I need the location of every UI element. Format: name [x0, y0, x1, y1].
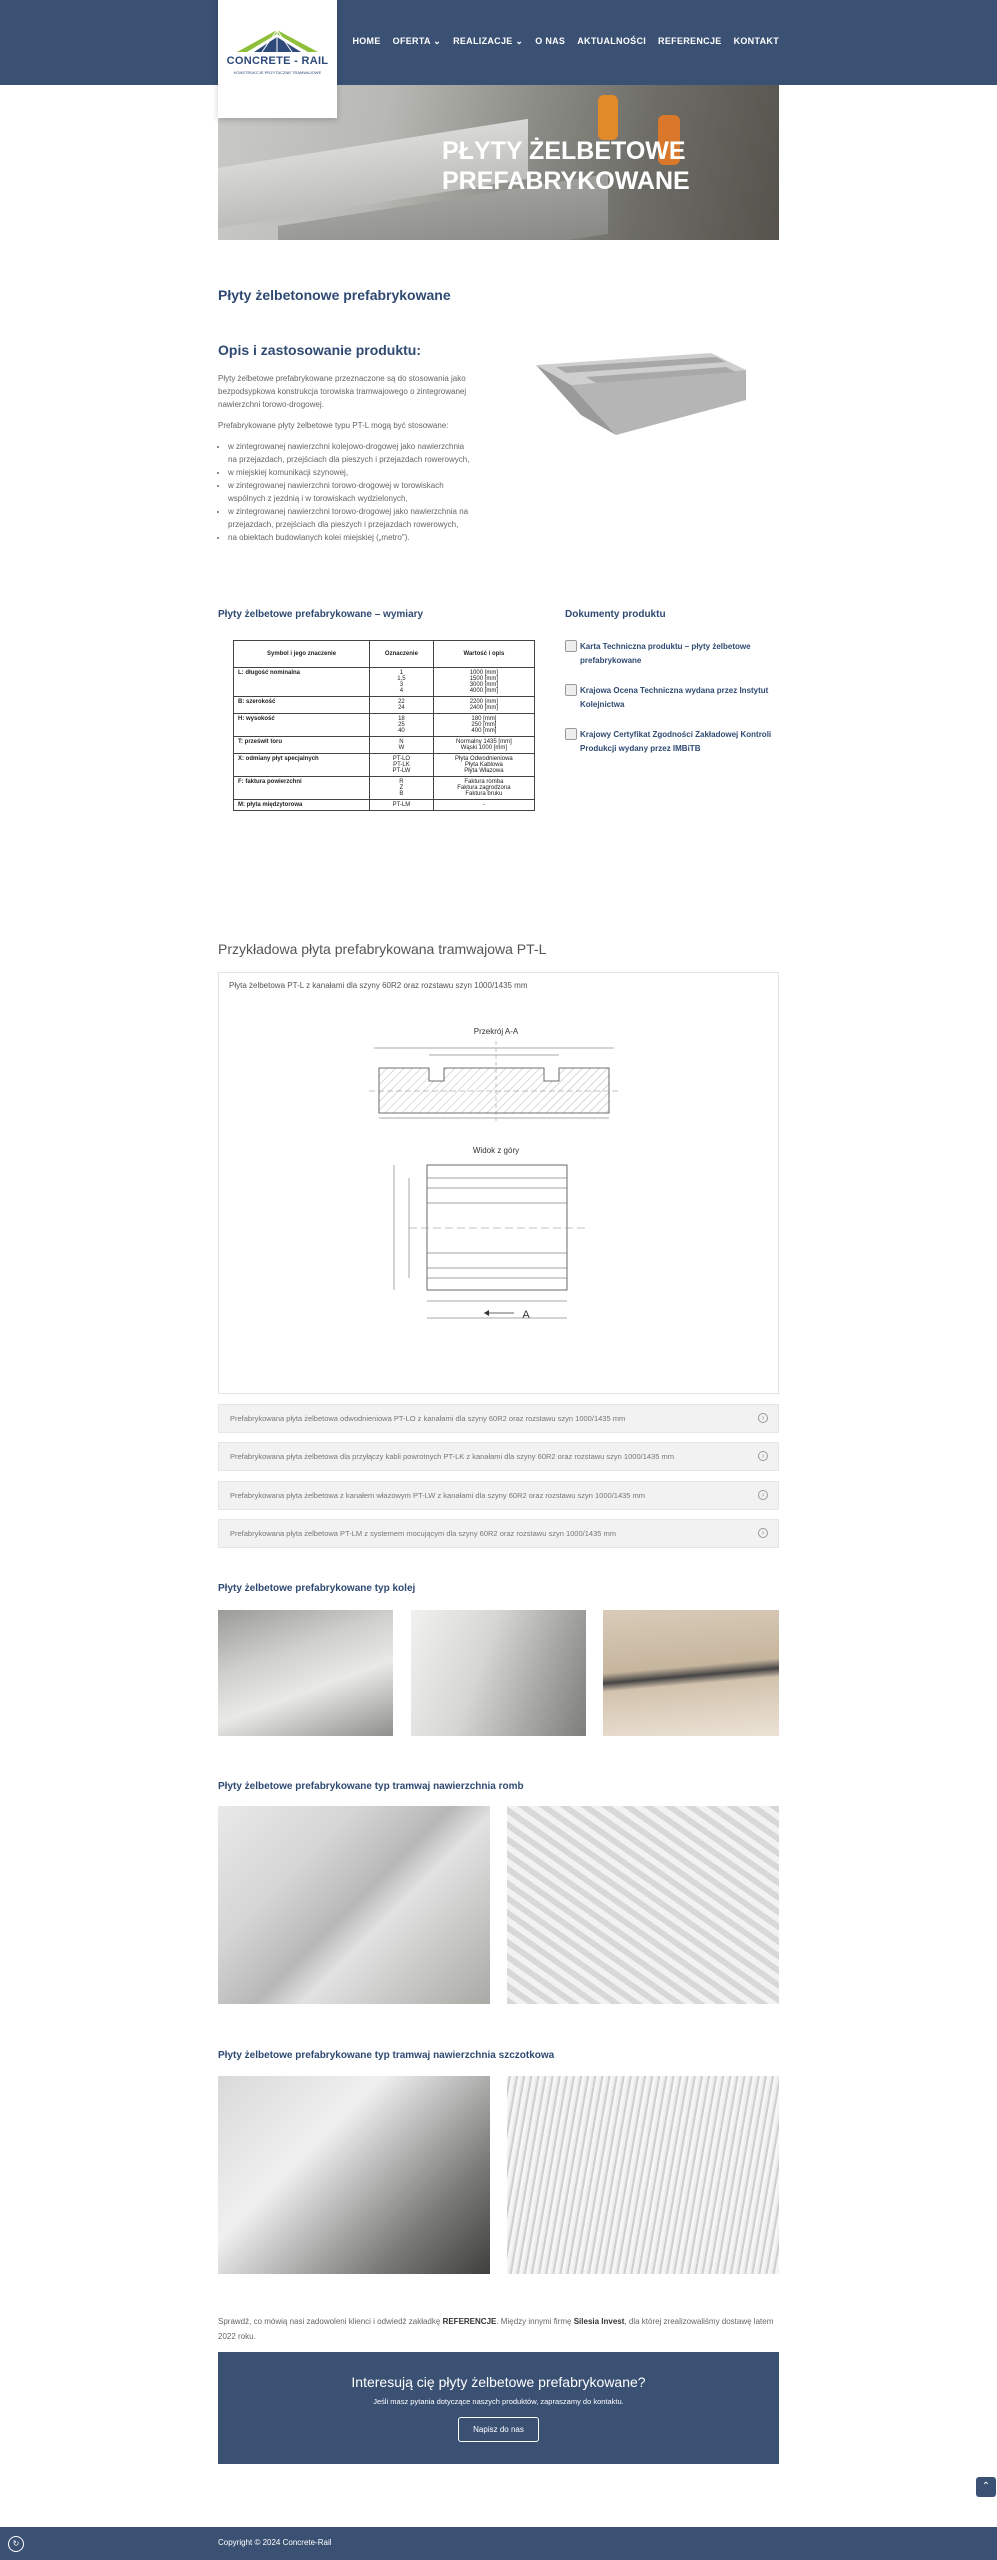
table-row	[234, 714, 535, 737]
table-cell: 22 24	[370, 697, 434, 714]
list-item: • na obiektach budowlanych kolei miejskiej („metro").	[228, 531, 473, 544]
section-label: Przekrój A-A	[473, 1027, 519, 1036]
opis-heading: Opis i zastosowanie produktu:	[218, 342, 422, 358]
table-cell: PT-LO PT-LK PT-LW	[370, 754, 434, 777]
closing-text: , dla której zrealizowaliśmy dostawę latem 2022 roku.	[218, 2317, 774, 2341]
table-cell: L: długość nominalna	[234, 668, 370, 697]
table-cell: 2200 [mm] 2400 [mm]	[433, 697, 534, 714]
table-header-row	[234, 641, 535, 668]
main-nav	[352, 36, 779, 47]
cta-subtitle: Jeśli masz pytania dotyczące naszych produktów, zapraszamy do kontaktu.	[373, 2397, 624, 2406]
dimensions-heading: Płyty żelbetowe prefabrykowane – wymiary	[218, 609, 424, 620]
nav-item-referencje[interactable]: REFERENCJE	[658, 36, 722, 46]
table-cell: 18 25 40	[370, 714, 434, 737]
top-view-label: Widok z góry	[472, 1146, 520, 1155]
documents-heading: Dokumenty produktu	[565, 609, 666, 620]
nav-item-realizacje[interactable]: REALIZACJE ⌄	[453, 36, 524, 46]
gallery-photo[interactable]	[507, 2076, 779, 2274]
copyright: Copyright © 2024 Concrete-Rail	[218, 2538, 332, 2547]
hero-photo-worker	[598, 95, 618, 140]
table-row	[234, 754, 535, 777]
gallery-photo[interactable]	[218, 2076, 490, 2274]
expand-icon: ›	[758, 1413, 768, 1423]
document-icon	[565, 728, 577, 740]
table-cell: N W	[370, 737, 434, 754]
recaptcha-icon[interactable]: ↻	[8, 2536, 24, 2552]
table-row	[234, 777, 535, 800]
logo-tagline: KONSTRUKCJE PRZYTACZNE TRAMWAJOWE	[233, 70, 322, 75]
accordion-item[interactable]	[218, 1481, 779, 1510]
column-header: Symbol i jego znaczenie	[234, 641, 370, 668]
document-link-label: Krajowa Ocena Techniczna wydana przez Instytut Kolejnictwa	[580, 686, 769, 709]
hero-title: PŁYTY ŻELBETOWE PREFABRYKOWANE	[442, 137, 690, 195]
technical-drawing	[218, 972, 779, 1394]
table-cell: B: szerokość	[234, 697, 370, 714]
product-image	[526, 345, 746, 435]
drawing-caption: Płyta żelbetowa PT-L z kanałami dla szyny 60R2 oraz rozstawu szyn 1000/1435 mm	[229, 981, 528, 990]
list-item: • w zintegrowanej nawierzchni torowo-drogowej jako nawierzchnia na przejazdach, przejściach dla pieszych i przejazdach rowerowych,	[228, 505, 473, 531]
document-link[interactable]	[565, 640, 780, 668]
table-row	[234, 737, 535, 754]
list-item: • w zintegrowanej nawierzchni torowo-drogowej w torowiskach wspólnych z jezdnią i w torowiskach wydzielonych,	[228, 479, 473, 505]
list-item: • w miejskiej komunikacji szynowej,	[228, 466, 473, 479]
opis-paragraph: Prefabrykowane płyty żelbetowe typu PT-L mogą być stosowane:	[218, 421, 449, 430]
nav-item-kontakt[interactable]: KONTAKT	[733, 36, 779, 46]
gallery-photo[interactable]	[218, 1610, 393, 1736]
table-cell: PT-LM	[370, 800, 434, 811]
closing-paragraph	[218, 2314, 779, 2344]
accordion-label: Prefabrykowana płyta żelbetowa PT-LM z systemem mocującym dla szyny 60R2 oraz rozstawu szyn 1000/1435 mm	[230, 1529, 616, 1538]
nav-item-oferta[interactable]: OFERTA ⌄	[392, 36, 442, 46]
contact-button[interactable]: Napisz do nas	[458, 2417, 539, 2442]
table-row	[234, 800, 535, 811]
list-item: • w zintegrowanej nawierzchni kolejowo-drogowej jako nawierzchnia na przejazdach, przejściach dla pieszych i przejazdach rowerowych,	[228, 440, 473, 466]
nav-item-home[interactable]: HOME	[352, 36, 381, 46]
table-cell: H: wysokość	[234, 714, 370, 737]
usage-list	[218, 440, 473, 544]
table-cell: F: faktura powierzchni	[234, 777, 370, 800]
site-footer	[0, 2527, 997, 2560]
logo-mark-icon	[232, 28, 323, 54]
gallery-photo[interactable]	[507, 1806, 779, 2004]
table-row	[234, 697, 535, 714]
accordion-label: Prefabrykowana płyta żelbetowa dla przyłączy kabli powrotnych PT-LK z kanałami dla szyny 60R2 oraz rozstawu szyn 1000/1435 mm	[230, 1452, 674, 1461]
document-link-label: Karta Techniczna produktu – płyty żelbetowe prefabrykowane	[580, 642, 751, 665]
document-link[interactable]	[565, 728, 780, 756]
column-header: Wartość i opis	[433, 641, 534, 668]
document-link[interactable]	[565, 684, 780, 712]
scroll-to-top-button[interactable]	[976, 2477, 996, 2497]
logo[interactable]	[218, 0, 337, 118]
gallery-heading: Płyty żelbetowe prefabrykowane typ tramwaj nawierzchnia romb	[218, 1781, 524, 1792]
company-name: Silesia Invest	[573, 2317, 625, 2326]
technical-drawing-graphic	[219, 973, 780, 1395]
opis-text	[218, 372, 473, 544]
gallery-heading: Płyty żelbetowe prefabrykowane typ kolej	[218, 1583, 416, 1594]
page-title: Płyty żelbetonowe prefabrykowane	[218, 287, 451, 303]
column-header: Oznaczenie	[370, 641, 434, 668]
referencje-link[interactable]: REFERENCJE	[442, 2317, 497, 2326]
example-heading: Przykładowa płyta prefabrykowana tramwajowa PT-L	[218, 941, 547, 957]
accordion-item[interactable]	[218, 1519, 779, 1548]
nav-item-aktualnosci[interactable]: AKTUALNOŚCI	[577, 36, 647, 46]
expand-icon: ›	[758, 1490, 768, 1500]
nav-item-o-nas[interactable]: O NAS	[535, 36, 566, 46]
site-header	[0, 0, 997, 85]
document-icon	[565, 640, 577, 652]
table-cell: 1 1,5 3 4	[370, 668, 434, 697]
opis-paragraph: Płyty żelbetowe prefabrykowane przeznaczone są do stosowania jako bezpodsypkowa konstrukcja torowiska tramwajowego o zintegrowanej nawierzchni torowo-drogowej.	[218, 374, 467, 409]
accordion-label: Prefabrykowana płyta żelbetowa odwodnieniowa PT-LO z kanałami dla szyny 60R2 oraz rozstawu szyn 1000/1435 mm	[230, 1414, 626, 1423]
gallery-photo[interactable]	[603, 1610, 779, 1736]
document-icon	[565, 684, 577, 696]
documents-list	[565, 640, 780, 772]
logo-text: CONCRETE - RAIL	[226, 55, 329, 67]
contact-cta	[218, 2352, 779, 2464]
table-row	[234, 668, 535, 697]
expand-icon: ›	[758, 1528, 768, 1538]
table-cell: 1000 [mm] 1500 [mm] 3000 [mm] 4000 [mm]	[433, 668, 534, 697]
gallery-photo[interactable]	[411, 1610, 586, 1736]
chevron-up-icon: ⌃	[981, 2481, 991, 2492]
gallery-heading: Płyty żelbetowe prefabrykowane typ tramwaj nawierzchnia szczotkowa	[218, 2050, 555, 2061]
document-link-label: Krajowy Certyfikat Zgodności Zakładowej Kontroli Produkcji wydany przez IMBiTB	[580, 730, 772, 753]
table-cell: Normalny 1435 [mm] Wąski 1000 [mm]	[433, 737, 534, 754]
table-cell: -	[433, 800, 534, 811]
section-marker: A	[522, 1309, 530, 1321]
table-cell: X: odmiany płyt specjalnych	[234, 754, 370, 777]
accordion-item[interactable]	[218, 1442, 779, 1471]
closing-text: . Między innymi firmę	[496, 2317, 574, 2326]
dimensions-table-body	[234, 668, 535, 811]
gallery-photo[interactable]	[218, 1806, 490, 2004]
accordion-label: Prefabrykowana płyta żelbetowa z kanałem włazowym PT-LW z kanałami dla szyny 60R2 oraz rozstawu szyn 1000/1435 mm	[230, 1491, 646, 1500]
table-cell: R Z B	[370, 777, 434, 800]
closing-text: Sprawdź, co mówią nasi zadowoleni klienci i odwiedź zakładkę	[218, 2317, 443, 2326]
table-cell: Płyta Odwodnieniowa Płyta Kablowa Płyta Włazowa	[433, 754, 534, 777]
table-cell: M: płyta międzytorowa	[234, 800, 370, 811]
table-cell: T: prześwit toru	[234, 737, 370, 754]
table-cell: Faktura romba Faktura zagrodzona Faktura bruku	[433, 777, 534, 800]
table-cell: 180 [mm] 250 [mm] 400 [mm]	[433, 714, 534, 737]
dimensions-table	[233, 640, 535, 811]
accordion-item[interactable]	[218, 1404, 779, 1433]
expand-icon: ›	[758, 1451, 768, 1461]
cta-title: Interesują cię płyty żelbetowe prefabrykowane?	[351, 2374, 646, 2390]
